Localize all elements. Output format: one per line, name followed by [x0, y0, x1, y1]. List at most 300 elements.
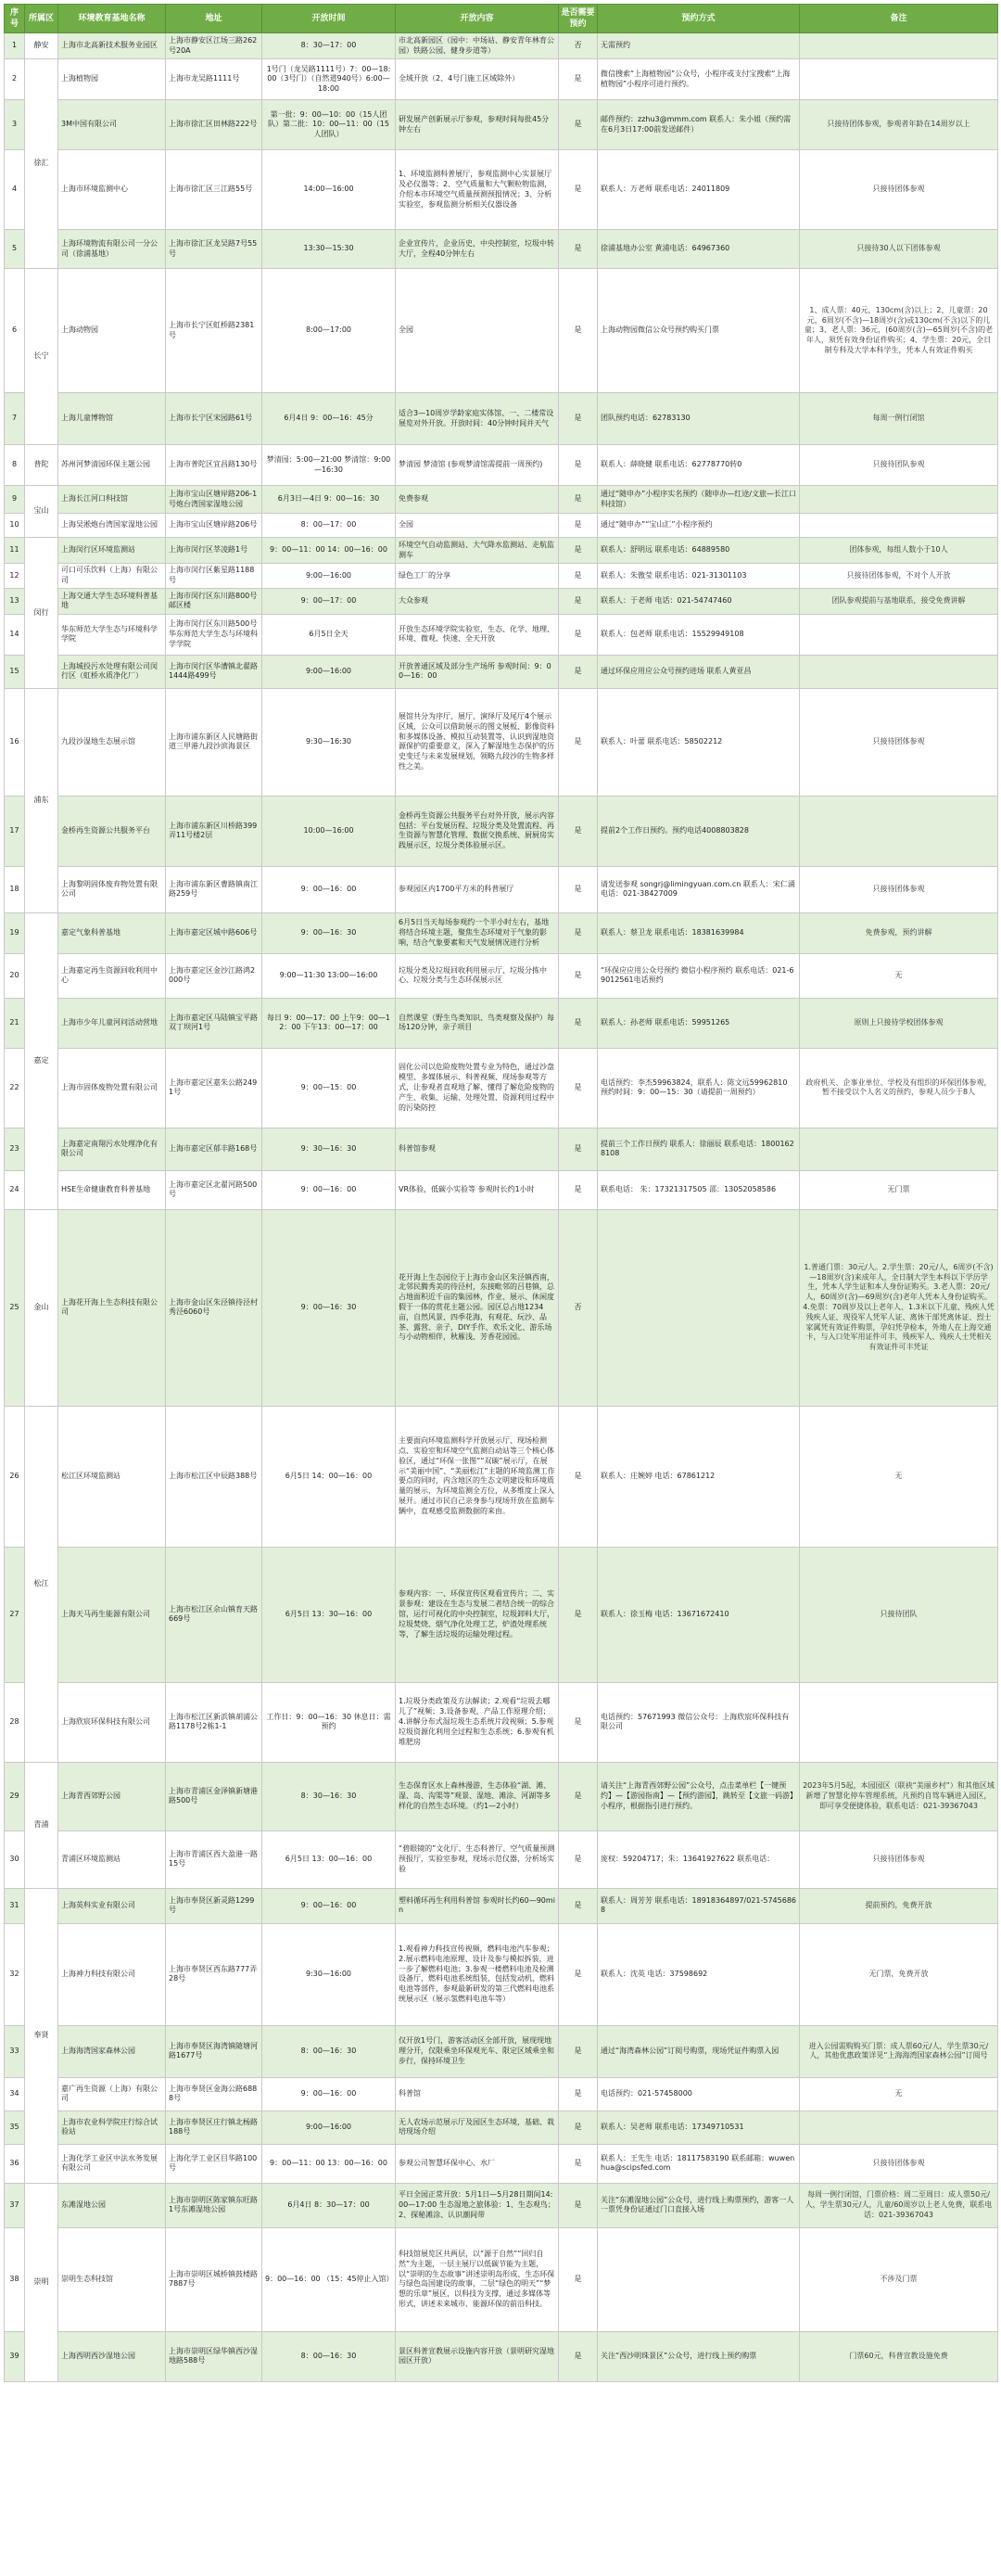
row-number: 18: [5, 866, 25, 912]
appointment-method: 联系人：舒明远 联系电话：64889580: [598, 538, 800, 564]
appointment-required: 是: [559, 2025, 598, 2077]
district-cell: 嘉定: [25, 912, 58, 1209]
appointment-required: 是: [559, 1762, 598, 1830]
base-name: 上海市北高新技术服务业园区: [58, 33, 166, 59]
open-time: 9：00—16：00: [262, 866, 396, 912]
open-time: 8：00—17：00: [262, 514, 396, 538]
open-content: 无人农场示范展示厅及园区生态环境，基础、栽培现场介绍: [396, 2111, 559, 2144]
remarks: 只接待30人以下团体参观: [800, 230, 998, 269]
appointment-required: 是: [559, 150, 598, 230]
row-number: 14: [5, 614, 25, 655]
row-number: 4: [5, 150, 25, 230]
table-row: [5, 1048, 998, 1128]
open-content: VR体验，低碳小实验等 参观时长约1小时: [396, 1170, 559, 1209]
appointment-required: 是: [559, 866, 598, 912]
district-cell: 徐汇: [25, 59, 58, 269]
row-number: 37: [5, 2183, 25, 2227]
row-number: 10: [5, 514, 25, 538]
base-name: 九段沙湿地生态展示馆: [58, 688, 166, 796]
address: 上海市普陀区宜昌路130号: [166, 445, 262, 486]
open-time: 6月3日—4日 9：00—16：30: [262, 486, 396, 514]
address: 上海市崇明区城桥镇鼓楼路7887号: [166, 2227, 262, 2331]
address: 上海市嘉定区北翟河路500号: [166, 1170, 262, 1209]
appointment-required: 是: [559, 588, 598, 614]
appointment-method: 联系人：周芳芳 联系电话：18918364897/021-57456868: [598, 1888, 800, 1923]
row-number: 30: [5, 1830, 25, 1888]
address: 上海市徐汇区龙吴路7号55号: [166, 230, 262, 269]
open-content: 免费参观: [396, 486, 559, 514]
address: 上海市徐汇区三江路55号: [166, 150, 262, 230]
table-row: [5, 150, 998, 230]
address: 上海市奉贤区新灵路1299号: [166, 1888, 262, 1923]
appointment-required: 是: [559, 100, 598, 150]
remarks: 团体参观，每组人数小于10人: [800, 538, 998, 564]
open-time: 第一批：9：00—10：00（15人团队）第二批：10：00—11：00（15人团队）: [262, 100, 396, 150]
row-number: 7: [5, 393, 25, 445]
appointment-required: 是: [559, 953, 598, 998]
appointment-required: 是: [559, 614, 598, 655]
base-name: 上海吴淞炮台湾国家湿地公园: [58, 514, 166, 538]
row-number: 20: [5, 953, 25, 998]
remarks: 1.普通门票：30元/人。2.学生票：20元/人，6周岁(不含)—18周岁(含)来成年人，全日制大学生本科以下学历学生，凭本人学生证和本人身份证购买。3.老人票：20元/人，60周岁(含)—69周岁(含)老年人凭本人身份证购买。4.免票：70周岁及以上老年人、1.3米以下儿童、残疾人凭残疾人证、现役军人凭军人证、离休干部凭离休证、烈士家属凭有效证件购票，孕妇凭孕检本，外地人在上海交通卡，与入口处军用证件可丰，残疾军人、残疾人士凭相关有效证件可丰凭证: [800, 1209, 998, 1406]
remarks: [800, 514, 998, 538]
base-name: 上海天马再生能源有限公司: [58, 1547, 166, 1682]
row-number: 38: [5, 2227, 25, 2331]
open-time: 9：00—16：00 （15：45停止入馆）: [262, 2227, 396, 2331]
appointment-method: 请关注“上海青西郊野公园”公众号，点击菜单栏【一键预约】—【游园指南】—【预约游园】，跳转至【文旅一码游】小程序，根据指引进行预约。: [598, 1762, 800, 1830]
address: 上海市松江区佘山镇育天路669号: [166, 1547, 262, 1682]
district-cell: 浦东: [25, 688, 58, 912]
table-row: [5, 514, 998, 538]
table-row: [5, 393, 998, 445]
address: 上海市静安区江场三路262号20A: [166, 33, 262, 59]
row-number: 32: [5, 1923, 25, 2025]
base-name: 嘉定气象科普基地: [58, 912, 166, 953]
appointment-method: 联系人：孙老师 联系电话：59951265: [598, 998, 800, 1048]
open-time: 9：00—16：30: [262, 1209, 396, 1406]
row-number: 11: [5, 538, 25, 564]
remarks: 团队参观提前与基地联系，接受免费讲解: [800, 588, 998, 614]
open-time: 9：00—17：00: [262, 588, 396, 614]
row-number: 28: [5, 1682, 25, 1762]
table-row: [5, 796, 998, 866]
open-content: 环境空气自动监测站、大气降水监测站、走航监测车: [396, 538, 559, 564]
district-cell: 普陀: [25, 445, 58, 486]
address: 上海市闵行区紫星路1188号: [166, 564, 262, 589]
base-name: 上海交通大学生态环境科普基地: [58, 588, 166, 614]
appointment-required: 否: [559, 1209, 598, 1406]
base-name: 苏州河梦清园环保主题公园: [58, 445, 166, 486]
base-name: 上海花开海上生态科技有限公司: [58, 1209, 166, 1406]
row-number: 2: [5, 59, 25, 100]
open-content: 科技馆展览区共两层，以“源于自然”“回归自然”为主题，一层主展厅以低碳节能为主题，以“崇明的生态故事”讲述崇明岛形成、生态环保与绿色岛国建设的故事，二层“绿色的明天”“梦想的乐章”展区，以科技为支撑，通过多媒体等形式，讲述未来城市、能源环保的前沿科技。: [396, 2227, 559, 2331]
open-time: 8：30—16：30: [262, 1762, 396, 1830]
base-name: 青浦区环境监测站: [58, 1830, 166, 1888]
table-row: [5, 1170, 998, 1209]
header-appointment: 是否需要预约: [559, 5, 598, 33]
base-name: 可口可乐饮料（上海）有限公司: [58, 564, 166, 589]
open-time: 6月5日 13：30—16：00: [262, 1547, 396, 1682]
base-name: 上海市环境监测中心: [58, 150, 166, 230]
appointment-required: 是: [559, 2227, 598, 2331]
remarks: 只接待团体参观，参观者年龄在14周岁以上: [800, 100, 998, 150]
table-row: [5, 588, 998, 614]
row-number: 19: [5, 912, 25, 953]
table-row: [5, 614, 998, 655]
remarks: 政府机关、企事业单位、学校及有组织的环保团体参观，暂不接受以个人名义的预约，参观人员少于8人: [800, 1048, 998, 1128]
open-content: 大众参观: [396, 588, 559, 614]
table-row: [5, 2077, 998, 2111]
appointment-required: 是: [559, 912, 598, 953]
base-name: 上海化学工业区中法水务发展有限公司: [58, 2144, 166, 2183]
appointment-required: 是: [559, 393, 598, 445]
appointment-method: 电话预约：李杰59963824，联系人：陈文远59962810 预约时间：9：00—15：30（请提前一周预约）: [598, 1048, 800, 1128]
base-name: 上海儿童博物馆: [58, 393, 166, 445]
remarks: [800, 796, 998, 866]
district-cell: 崇明: [25, 2183, 58, 2381]
open-time: 6月5日 13：00—16：00: [262, 1830, 396, 1888]
appointment-required: 是: [559, 2077, 598, 2111]
open-time: 9：00—16：30: [262, 912, 396, 953]
remarks: [800, 2111, 998, 2144]
open-content: 展馆共分为序厅、展厅、演绎厅及尾厅4个展示区域，公众可以借助展示的图文展板、影像资料和多媒体设备、模拟互动装置等，认识到湿地资源保护的重要意义，深入了解湿地生态保护的历史变迁与未来发展规划，领略九段沙的生物多样性之美。: [396, 688, 559, 796]
appointment-method: 联系人：朱傲莹 联系电话：021-31301103: [598, 564, 800, 589]
appointment-method: 通过“海湾森林公园”订阅号购票，现场凭证件购票入园: [598, 2025, 800, 2077]
remarks: 只接待团体参观: [800, 866, 998, 912]
appointment-method: 联系人：沈英 电话：37598692: [598, 1923, 800, 2025]
base-name: HSE生命健康教育科普基地: [58, 1170, 166, 1209]
open-time: 9：00—11：00 13：00—16：00: [262, 2144, 396, 2183]
address: 上海市嘉定区郁丰路168号: [166, 1128, 262, 1170]
address: 上海市松江区新浜镇胡浦公路1178号2栋1-1: [166, 1682, 262, 1762]
appointment-required: 是: [559, 1128, 598, 1170]
row-number: 5: [5, 230, 25, 269]
table-row: [5, 2025, 998, 2077]
table-row: [5, 2331, 998, 2381]
appointment-method: 邮件预约：zzhu3@mmm.com 联系人：朱小姐（预约需在6月3日17:00前发送邮件）: [598, 100, 800, 150]
remarks: 只接待团体参观: [800, 2144, 998, 2183]
open-content: 1、环境监测科普展厅，参观监测中心实景展厅及必仪器等；2、空气质量和大气颗粒物监测，介绍本市环境空气质量预测预报情况；3、分析实验室，参观监测分析相关仪器设备: [396, 150, 559, 230]
open-content: 参观内容：一、环保宣传区观看宣传片；二、实景参观：建设在生态与发展二者结合统一的综合馆，运行可视化的中央控制室，垃圾卸料大厅，垃圾焚烧、烟气净化处理工艺，炉渣处理系统等，了解生活垃圾的运输处理过程。: [396, 1547, 559, 1682]
base-name: 上海市少年儿童河问活动营地: [58, 998, 166, 1048]
open-time: 10:00—16:00: [262, 796, 396, 866]
district-cell: 金山: [25, 1209, 58, 1406]
remarks: 只接待团队参观: [800, 445, 998, 486]
base-name: 上海闵行区环境监测站: [58, 538, 166, 564]
open-content: 开放生态环境学院实验室，生态、化学、地理、环境、微观、快速、全天开放: [396, 614, 559, 655]
address: 上海市长宁区宋园路61号: [166, 393, 262, 445]
remarks: [800, 1128, 998, 1170]
open-time: 6月5日 14：00—16：00: [262, 1406, 396, 1547]
address: 上海市嘉定区金沙江路鸿2000号: [166, 953, 262, 998]
appointment-required: 是: [559, 1830, 598, 1888]
open-time: 9:00—16:00: [262, 655, 396, 688]
base-name: 上海嘉定再生资源回收利用中心: [58, 953, 166, 998]
appointment-method: 联系人：万老师 联系电话：24011809: [598, 150, 800, 230]
appointment-method: 关注“东滩湿地公园”公众号，进行线上购票预约，游客一人一票凭身份证通过门口直接入场: [598, 2183, 800, 2227]
appointment-required: 是: [559, 59, 598, 100]
base-name: 上海西明西沙湿地公园: [58, 2331, 166, 2381]
open-content: 绿色工厂的分享: [396, 564, 559, 589]
base-name: 上海青西郊野公园: [58, 1762, 166, 1830]
table-body: [5, 33, 998, 2382]
open-content: 金桥再生资源公共服务平台对外开放，展示内容包括：平台发展历程、垃圾分类及处置流程、再生资源与智慧化管理、数据交换系统、厨厨房实践展示区，垃圾分类体验展示区。: [396, 796, 559, 866]
appointment-method: 联系人：吴老师 联系电话：17349710531: [598, 2111, 800, 2144]
row-number: 17: [5, 796, 25, 866]
row-number: 23: [5, 1128, 25, 1170]
row-number: 12: [5, 564, 25, 589]
open-time: 13:30—15:30: [262, 230, 396, 269]
remarks: 不涉及门票: [800, 2227, 998, 2331]
appointment-required: 是: [559, 2144, 598, 2183]
address: 上海市宝山区塘岸路206号: [166, 514, 262, 538]
table-row: [5, 688, 998, 796]
district-cell: 青浦: [25, 1762, 58, 1888]
appointment-required: 否: [559, 33, 598, 59]
appointment-required: 是: [559, 2331, 598, 2381]
appointment-method: 徐浦基地办公室 黄浦电话：64967360: [598, 230, 800, 269]
open-content: 塑料循环再生利用科普馆 参观时长约60—90min: [396, 1888, 559, 1923]
base-table: [4, 4, 998, 2382]
open-content: 全域开放（2、4号门施工区域除外）: [396, 59, 559, 100]
table-row: [5, 1762, 998, 1830]
base-name: 松江区环境监测站: [58, 1406, 166, 1547]
open-time: 9：00—11：00 14：00—16：00: [262, 538, 396, 564]
base-name: 上海嘉定南翔污水处理净化有限公司: [58, 1128, 166, 1170]
table-row: [5, 912, 998, 953]
appointment-method: 微信搜索“上海植物园”公众号，小程序或支付宝搜索“上海植物园”小程序可进行预约。: [598, 59, 800, 100]
appointment-method: 电话预约：021-57458000: [598, 2077, 800, 2111]
table-row: [5, 866, 998, 912]
table-row: [5, 59, 998, 100]
row-number: 16: [5, 688, 25, 796]
appointment-method: 提前2个工作日预约。预约电话4008803828: [598, 796, 800, 866]
table-row: [5, 655, 998, 688]
remarks: 无门票: [800, 1170, 998, 1209]
open-time: 9:30—16:30: [262, 688, 396, 796]
open-content: 1.垃圾分类政策及方法解读；2.观看“垃圾去哪儿了”视频；3.设备参观，产品工作原理介绍；4.讲解分布式湿垃圾生态系统片段视频；5.参观垃圾资源化利用全过程和生态系统；6.参观有机堆肥房: [396, 1682, 559, 1762]
district-cell: 长宁: [25, 269, 58, 445]
header-open-content: 开放内容: [396, 5, 559, 33]
address: 上海市浦东新区曹路镇南江路259号: [166, 866, 262, 912]
appointment-method: 请发送参观 songrj@limingyuan.com.cn 联系人：宋仁涌 电话：021-38427009: [598, 866, 800, 912]
open-time: 6月4日 8：30—17：00: [262, 2183, 396, 2227]
remarks: 只接待团体参观，不对个人开放: [800, 564, 998, 589]
row-number: 27: [5, 1547, 25, 1682]
base-name: 上海神力科技有限公司: [58, 1923, 166, 2025]
table-row: [5, 564, 998, 589]
header-remarks: 备注: [800, 5, 998, 33]
appointment-required: 是: [559, 1923, 598, 2025]
address: 上海市闵行区华漕镇北翟路1444路499号: [166, 655, 262, 688]
open-time: 梦清园：5:00—21:00 梦清馆：9:00—16:30: [262, 445, 396, 486]
open-time: 9：30—16：30: [262, 1128, 396, 1170]
open-content: 1.观看神力科技宣传视频，燃料电池汽车参观；2.展示燃料电池原理、设计及参与模拟拆装，进一步了解燃料电池；3.参观一楼燃料电池及检测设备厅，燃料电池系统组装，包括发动机、燃料电池等部件，参观最新研发的第三代燃料电池系统展示区（展示氢燃料电池车等）: [396, 1923, 559, 2025]
appointment-method: 团队预约电话：62783130: [598, 393, 800, 445]
open-content: 平日全园正常开放：5月1日—5月28日期间14:00—17:00 生态湿地之旅体验：1、生态观鸟；2、探秘滩涂、认识潮间带: [396, 2183, 559, 2227]
open-content: “碧眼镜的”文化厅、生态科普厅、空气质量预测预报厅，实验室参观，现场示范仪器，分析场实验: [396, 1830, 559, 1888]
appointment-method: 庞权：59204717；朱：13641927622 联系电话：: [598, 1830, 800, 1888]
header-address: 地址: [166, 5, 262, 33]
appointment-method: 上海动物园微信公众号预约购买门票: [598, 269, 800, 393]
table-row: [5, 998, 998, 1048]
open-time: 9:00—16:00: [262, 564, 396, 589]
remarks: 每周一例行闭馆: [800, 393, 998, 445]
address: 上海市奉贤区金海公路6888号: [166, 2077, 262, 2111]
remarks: 无: [800, 1406, 998, 1547]
address: 上海市嘉定区马陆镇宝平路双丁坝河1号: [166, 998, 262, 1048]
address: 上海市崇明区陈家镇东旺路1号东滩湿地公园: [166, 2183, 262, 2227]
header-base-name: 环境教育基地名称: [58, 5, 166, 33]
appointment-required: 是: [559, 2183, 598, 2227]
table-header: [5, 5, 998, 33]
base-name: 上海欣宸环保科技有限公司: [58, 1682, 166, 1762]
row-number: 35: [5, 2111, 25, 2144]
district-cell: 奉贤: [25, 1888, 58, 2183]
remarks: 只接待团队: [800, 1547, 998, 1682]
base-name: 上海海湾国家森林公园: [58, 2025, 166, 2077]
base-name: 上海植物园: [58, 59, 166, 100]
row-number: 13: [5, 588, 25, 614]
base-name: 上海动物园: [58, 269, 166, 393]
row-number: 15: [5, 655, 25, 688]
base-name: 上海黎明固体废弃物处置有限公司: [58, 866, 166, 912]
remarks: 只接待团体参观: [800, 1830, 998, 1888]
open-content: 自然课堂（野生鸟类知识、鸟类观察及保护）每场120分钟，亲子项目: [396, 998, 559, 1048]
row-number: 33: [5, 2025, 25, 2077]
address: 上海市浦东新区川桥路399弄11号楼2层: [166, 796, 262, 866]
appointment-required: 是: [559, 445, 598, 486]
remarks: 提前预约，免费开放: [800, 1888, 998, 1923]
appointment-method: [598, 2227, 800, 2331]
base-name: 华东师范大学生态与环境科学学院: [58, 614, 166, 655]
table-row: [5, 1209, 998, 1406]
district-cell: 松江: [25, 1406, 58, 1762]
open-content: 开放普通区域及部分生产场所 参观时间：9：00—16：00: [396, 655, 559, 688]
remarks: 2023年5月5起，本园园区（联袂“美丽乡村”）和其他区域新增了智慧化停车管理系统，凡预约自驾车辆进入园区，即可享受便捷体验，联系电话：021-39367043: [800, 1762, 998, 1830]
open-time: 9：00—15：00: [262, 1048, 396, 1128]
remarks: 无: [800, 953, 998, 998]
appointment-required: 是: [559, 1048, 598, 1128]
table-row: [5, 445, 998, 486]
remarks: [800, 1682, 998, 1762]
header-open-time: 开放时间: [262, 5, 396, 33]
open-content: 仅开放1号门，游客活动区全部开放，展现现地理分开，仅限乘坐环保观光车、限定区域乘坐和步行，保持环境卫生: [396, 2025, 559, 2077]
open-content: 全园: [396, 269, 559, 393]
open-time: 9：00—16：00: [262, 1170, 396, 1209]
appointment-required: 是: [559, 655, 598, 688]
open-time: 9：00—16：00: [262, 1888, 396, 1923]
appointment-required: 是: [559, 486, 598, 514]
open-time: 9：00—16：00: [262, 2077, 396, 2111]
address: 上海市浦东新区人民塘路街道三甲港九段沙滨海景区: [166, 688, 262, 796]
table-row: [5, 538, 998, 564]
base-name: 3M中国有限公司: [58, 100, 166, 150]
open-content: 景区科普宣教展示设施内容开放（景明研究湿地园区开放）: [396, 2331, 559, 2381]
district-cell: 闵行: [25, 538, 58, 689]
appointment-method: 电话预约：57671993 微信公众号：上海欣宸环保科技有限公司: [598, 1682, 800, 1762]
table-row: [5, 486, 998, 514]
table-row: [5, 2144, 998, 2183]
address: 上海市闵行区莘凌路1号: [166, 538, 262, 564]
remarks: 1、成人票：40元，130cm(含)以上；2、儿童票：20元，6周岁(不含)—18周岁(含)或130cm(不含)以下的儿童；3、老人票：36元，(60周岁(含)—65周岁(不含)的老年人，须凭有效身份证件购买；4、学生票：20元，全日制专科及大学本科学生，凭本人有效证件购买: [800, 269, 998, 393]
table-row: [5, 100, 998, 150]
remarks: 免费参观，预约讲解: [800, 912, 998, 953]
appointment-required: 是: [559, 2111, 598, 2144]
header-appointment-method: 预约方式: [598, 5, 800, 33]
address: 上海市金山区朱泾镇待泾村秀泾6060号: [166, 1209, 262, 1406]
open-content: 主要面向环境监测科学开放展示厅、现场检测点、实验室和环境空气监测自动站等三个核心体验区，通过“环保一张图”“双碳”展示厅，在展示“美丽中国”、“美丽松江”主题的环境监测工作要点的同时，内含地区的生态文明建设和环境质量的展示，为环境监测全方位，从多维度上深入展开。通过市民自己亲身参与现场开放在监测车辆中，直观感受监测数据的来由。: [396, 1406, 559, 1547]
appointment-required: 是: [559, 538, 598, 564]
open-content: 6月5日当天每场参观约一个半小时左右，基地将结合环境主题，聚焦生态环境对于气象的影响，结合气象要素和天气发展情况进行分析: [396, 912, 559, 953]
base-name: 上海长江河口科技馆: [58, 486, 166, 514]
appointment-method: 无需预约: [598, 33, 800, 59]
row-number: 34: [5, 2077, 25, 2111]
appointment-required: 是: [559, 514, 598, 538]
open-content: 参观公司智慧环保中心、水厂: [396, 2144, 559, 2183]
appointment-method: 通过“随申办”小程序实名预约（随申办—红途/文旅—长江口科技馆）: [598, 486, 800, 514]
appointment-method: 联系人：王先生 电话：18117583190 联系邮箱：wuwenhua@scipsfed.com: [598, 2144, 800, 2183]
appointment-method: 关注“西沙明珠景区”公众号，进行线上预约购票: [598, 2331, 800, 2381]
open-time: 9:00—11:30 13:00—16:00: [262, 953, 396, 998]
open-content: 生态保育区水上森林漫游，生态体验“湖、滩、湿、岛、沟渠等”观景、湿地、滩涂、河湖等多样化的自然生态环境。（约1—2小时）: [396, 1762, 559, 1830]
open-content: 花开海上生态园位于上海市金山区朱泾镇西南，北邻民腾秀美的待泾村，东接毗邻的吕巷镇，总占地面积近千亩的集园林，作业、展示、休闲度假于一体的赏花主题公园。园区总占地1234亩，自然风景、四季花海，有观花、玩沙、品茶、露营、亲子，DIY手作、欢乐文化、游乐场与小动物相伴，秋雁浅、芳香花园园。: [396, 1209, 559, 1406]
address: 上海市闵行区东川路800号邮区楼: [166, 588, 262, 614]
header-district: 所属区: [25, 5, 58, 33]
base-name: 上海城投污水处理有限公司闵行区（虹桥水质净化厂）: [58, 655, 166, 688]
remarks: 无门票，免费开放: [800, 1923, 998, 2025]
appointment-method: 联系电话： 朱：17321317505 邵：13052058586: [598, 1170, 800, 1209]
appointment-method: [598, 1209, 800, 1406]
appointment-method: 提前三个工作日预约 联系人：徐丽辰 联系电话：18001628108: [598, 1128, 800, 1170]
appointment-method: 联系人：于老师 电话：021-54747460: [598, 588, 800, 614]
appointment-required: 是: [559, 1888, 598, 1923]
remarks: 无: [800, 2077, 998, 2111]
table-row: [5, 1923, 998, 2025]
table-row: [5, 269, 998, 393]
appointment-required: 是: [559, 564, 598, 589]
row-number: 36: [5, 2144, 25, 2183]
row-number: 9: [5, 486, 25, 514]
row-number: 26: [5, 1406, 25, 1547]
remarks: [800, 614, 998, 655]
header-no: 序号: [5, 5, 25, 33]
base-name: 东滩湿地公园: [58, 2183, 166, 2227]
address: 上海市奉贤区庄行镇北杨路188号: [166, 2111, 262, 2144]
remarks: [800, 486, 998, 514]
table-row: [5, 2111, 998, 2144]
row-number: 39: [5, 2331, 25, 2381]
table-row: [5, 33, 998, 59]
district-cell: 宝山: [25, 486, 58, 538]
open-content: 参观园区内1700平方米的科普展厅: [396, 866, 559, 912]
open-time: 8：00—16：30: [262, 2025, 396, 2077]
appointment-method: 联系人：庄婉婷 电话：67861212: [598, 1406, 800, 1547]
open-time: 8：00—16：30: [262, 2331, 396, 2381]
open-content: 市北高新园区（园中：中场站、静安青年林育公园）铁路公园、健身步道等）: [396, 33, 559, 59]
address: 上海市嘉定区城中路606号: [166, 912, 262, 953]
remarks: 每周一例行闭馆，门票价格：周二至周日：成人票50元/人，学生票30元/人，儿童/60周岁以上老人免费，联系电话：021-39367043: [800, 2183, 998, 2227]
appointment-method: “环保应应用公众号预约 微信小程序预约 联系电话：021-69012561电话预约: [598, 953, 800, 998]
row-number: 21: [5, 998, 25, 1048]
appointment-method: 联系人：徐玉梅 电话：13671672410: [598, 1547, 800, 1682]
appointment-method: 通过环保应用应公众号预约进场 联系人黄亚昌: [598, 655, 800, 688]
row-number: 1: [5, 33, 25, 59]
appointment-required: 是: [559, 1682, 598, 1762]
row-number: 31: [5, 1888, 25, 1923]
address: 上海市崇明区绿华镇西沙湿地路588号: [166, 2331, 262, 2381]
base-name: 上海市固体废物处置有限公司: [58, 1048, 166, 1128]
